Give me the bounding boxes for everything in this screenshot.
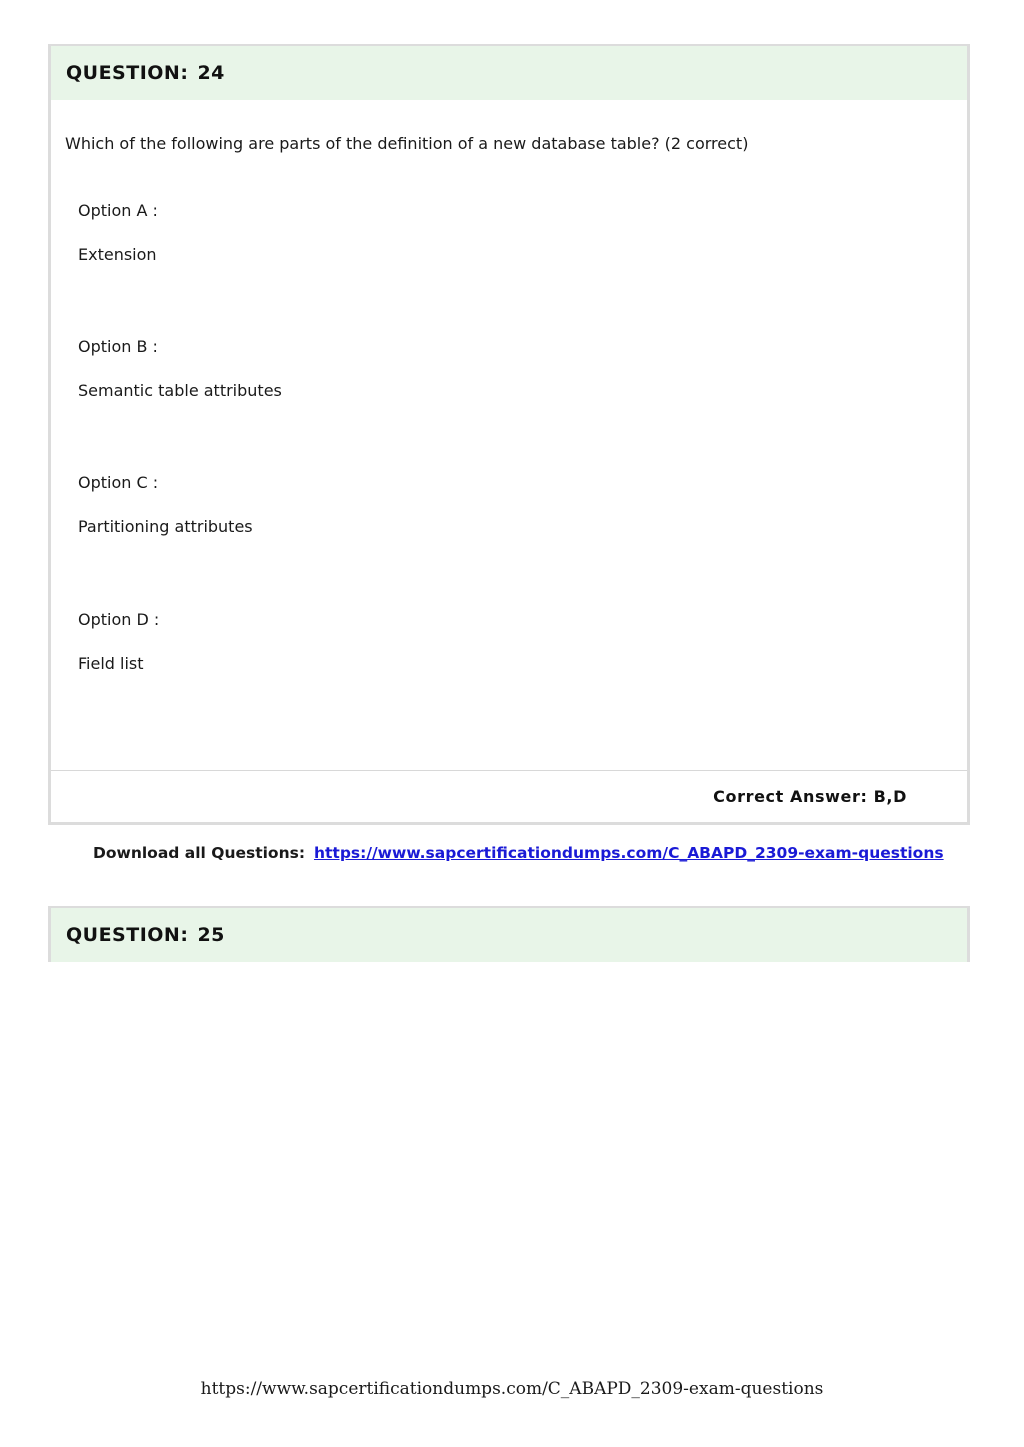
question-label: QUESTION: [66, 62, 189, 84]
download-link[interactable]: https://www.sapcertificationdumps.com/C_ABAPD_2309-exam-questions [313, 844, 944, 862]
option-c-value: Partitioning attributes [78, 517, 253, 536]
question-card-24 [48, 44, 970, 825]
option-b-label: Option B : [78, 337, 158, 356]
option-a-label: Option A : [78, 201, 158, 220]
question-card-25 [48, 906, 970, 962]
question-body [51, 100, 967, 770]
download-line [93, 844, 944, 862]
correct-answer-label: Correct Answer: [713, 787, 868, 806]
option-a-value: Extension [78, 245, 157, 264]
correct-answer [713, 787, 907, 806]
option-b-value: Semantic table attributes [78, 381, 282, 400]
correct-answer-value: B,D [873, 787, 907, 806]
option-c-label: Option C : [78, 473, 159, 492]
footer-url: https://www.sapcertificationdumps.com/C_ABAPD_2309-exam-questions [200, 1379, 824, 1399]
question-number: 24 [197, 62, 225, 84]
question-text: Which of the following are parts of the definition of a new database table? (2 correct) [65, 134, 749, 153]
answer-divider [51, 770, 967, 771]
download-label: Download all Questions: [93, 844, 306, 862]
question-header [51, 46, 967, 100]
question-header [51, 908, 967, 962]
question-label: QUESTION: [66, 924, 189, 946]
option-d-value: Field list [78, 654, 144, 673]
question-number: 25 [197, 924, 225, 946]
option-d-label: Option D : [78, 610, 160, 629]
